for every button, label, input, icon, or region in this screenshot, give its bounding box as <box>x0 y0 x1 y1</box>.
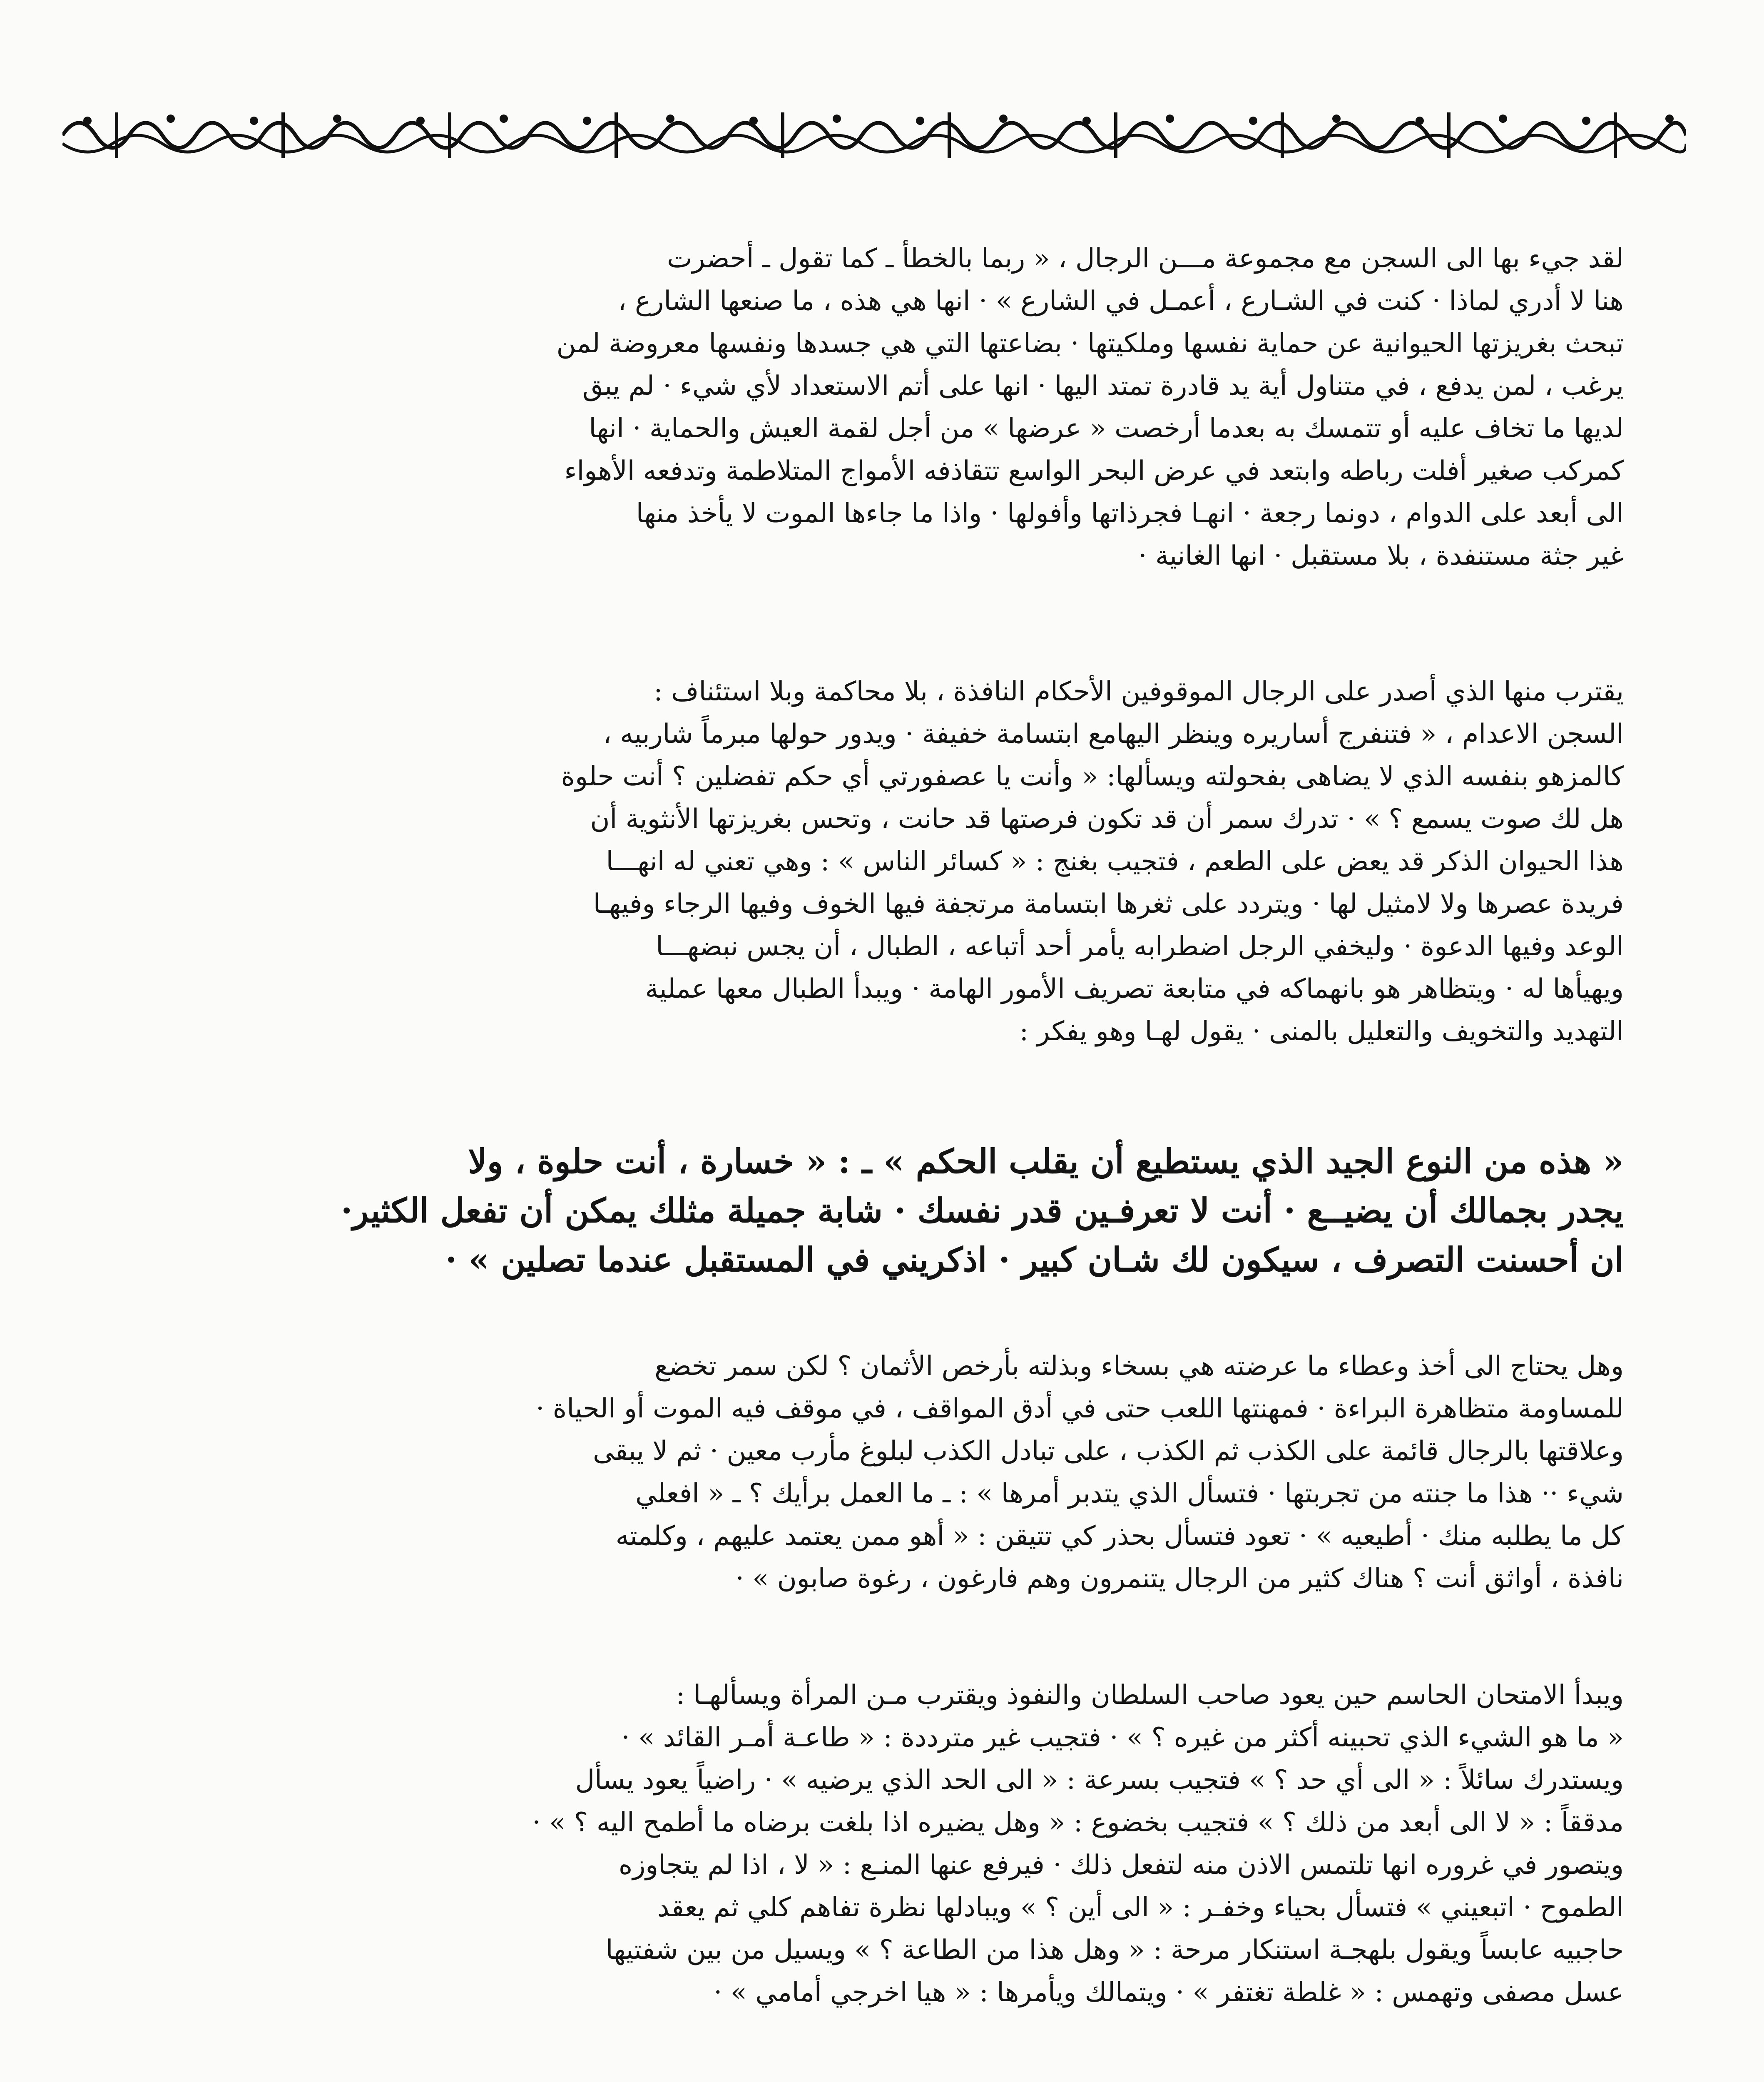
text-line: كالمزهو بنفسه الذي لا يضاهى بفحولته ويسألها: « وأنت يا عصفورتي أي حكم تفضلين ؟ أنت حلوة <box>561 761 1624 792</box>
text-line: هل لك صوت يسمع ؟ » · تدرك سمر أن قد تكون فرصتها قد حانت ، وتحس بغريزتها الأنثوية أن <box>590 804 1624 834</box>
text-line: السجن الاعدام ، « فتنفرج أساريره وينظر اليهامع ابتسامة خفيفة · ويدور حولها مبرماً شاربيه ، <box>603 719 1624 750</box>
text-line: مدققاً : « لا الى أبعد من ذلك ؟ » فتجيب بخضوع : « وهل يضيره اذا بلغت برضاه ما أطمح اليه ؟ » · <box>532 1807 1624 1838</box>
text-line: تبحث بغريزتها الحيوانية عن حماية نفسها وملكيتها · بضاعتها التي هي جسدها ونفسها معروضة لمن <box>556 328 1624 359</box>
text-line: لديها ما تخاف عليه أو تتمسك به بعدما أرخصت « عرضها » من أجل لقمة العيش والحماية · انها <box>589 413 1624 444</box>
text-line: غير جثة مستنفدة ، بلا مستقبل · انها الغانية · <box>1138 540 1624 571</box>
text-line: التهديد والتخويف والتعليل بالمنى · يقول لهـا وهو يفكر : <box>1019 1016 1624 1047</box>
text-line: عسل مصفى وتهمس : « غلطة تغتفر » · ويتمالك ويأمرها : « هيا اخرجي أمامي » · <box>714 1977 1624 2008</box>
text-line: ويتصور في غروره انها تلتمس الاذن منه لتفعل ذلك · فيرفع عنها المنـع : « لا ، اذا لم يتجاوزه <box>618 1850 1624 1880</box>
text-line: وهل يحتاج الى أخذ وعطاء ما عرضته هي بسخاء وبذلته بأرخص الأثمان ؟ لكن سمر تخضع <box>654 1351 1624 1382</box>
text-line: وعلاقتها بالرجال قائمة على الكذب ثم الكذب ، على تبادل الكذب لبلوغ مأرب معين · ثم لا يبقى <box>593 1436 1624 1467</box>
text-line: يجدر بجمالك أن يضيــع · أنت لا تعرفـين قدر نفسك · شابة جميلة مثلك يمكن أن تفعل الكثير· <box>341 1191 1624 1230</box>
text-line: « ما هو الشيء الذي تحبينه أكثر من غيره ؟ » · فتجيب غير مترددة : « طاعـة أمـر القائد » · <box>621 1722 1624 1753</box>
text-line: كمركب صغير أفلت رباطه وابتعد في عرض البحر الواسع تتقاذفه الأمواج المتلاطمة وتدفعه الأهواء <box>564 456 1624 486</box>
text-line: لقد جيء بها الى السجن مع مجموعة مـــن الرجال ، « ربما بالخطأ ـ كما تقول ـ أحضرت <box>667 243 1624 274</box>
paragraph-5 <box>71 1674 1624 2014</box>
text-line: يرغب ، لمن يدفع ، في متناول أية يد قادرة تمتد اليها · انها على أتم الاستعداد لأي شيء · لم يبق <box>582 371 1624 401</box>
header-ornament-border <box>62 104 1686 167</box>
text-line: حاجبيه عابساً ويقول بلهجـة استنكار مرحة : « وهل هذا من الطاعة ؟ » ويسيل من بين شفتيها <box>605 1935 1624 1965</box>
text-line: هنا لا أدري لماذا · كنت في الشـارع ، أعمـل في الشارع » · انها هي هذه ، ما صنعها الشارع ، <box>618 286 1624 316</box>
text-line: نافذة ، أواثق أنت ؟ هناك كثير من الرجال يتنمرون وهم فارغون ، رغوة صابون » · <box>735 1563 1624 1594</box>
text-line: فريدة عصرها ولا لامثيل لها · ويتردد على ثغرها ابتسامة مرتجفة فيها الخوف وفيها الرجاء وفيهـا <box>593 889 1624 919</box>
quote-paragraph <box>71 1137 1624 1284</box>
text-line: ويبدأ الامتحان الحاسم حين يعود صاحب السلطان والنفوذ ويقترب مـن المرأة ويسألهـا : <box>676 1680 1624 1711</box>
text-line: كل ما يطلبه منك · أطيعيه » · تعود فتسأل بحذر كي تتيقن : « أهو ممن يعتمد عليهم ، وكلمته <box>615 1521 1624 1552</box>
text-line: للمساومة متظاهرة البراءة · فمهنتها اللعب حتى في أدق المواقف ، في موقف فيه الموت أو الحياة · <box>536 1393 1624 1424</box>
text-line: هذا الحيوان الذكر قد يعض على الطعم ، فتجيب بغنج : « كسائر الناس » : وهي تعني له انهـــا <box>606 846 1624 877</box>
text-line: الوعد وفيها الدعوة · وليخفي الرجل اضطرابه يأمر أحد أتباعه ، الطبال ، أن يجس نبضهـــا <box>656 931 1624 962</box>
text-line: ويهيأها له · ويتظاهر هو بانهماكه في متابعة تصريف الأمور الهامة · ويبدأ الطبال معها عملية <box>645 974 1624 1004</box>
text-line: « هذه من النوع الجيد الذي يستطيع أن يقلب الحكم » ـ : « خسارة ، أنت حلوة ، ولا <box>468 1142 1624 1181</box>
text-line: يقترب منها الذي أصدر على الرجال الموقوفين الأحكام النافذة ، بلا محاكمة وبلا استئناف : <box>654 676 1624 707</box>
text-line: الطموح · اتبعيني » فتسأل بحياء وخفـر : « الى أين ؟ » ويبادلها نظرة تفاهم كلي ثم يعقد <box>657 1892 1624 1923</box>
paragraph-1 <box>71 237 1624 577</box>
paragraph-2 <box>71 670 1624 1053</box>
text-line: ان أحسنت التصرف ، سيكون لك شـان كبير · اذكريني في المستقبل عندما تصلين » · <box>445 1240 1624 1279</box>
text-line: شيء ·· هذا ما جنته من تجربتها · فتسأل الذي يتدبر أمرها » : ـ ما العمل برأيك ؟ ـ « افعلي <box>635 1478 1624 1509</box>
text-line: الى أبعد على الدوام ، دونما رجعة · انهـا فجرذاتها وأفولها · واذا ما جاءها الموت لا يأخذ منها <box>636 498 1624 529</box>
text-line: ويستدرك سائلاً : « الى أي حد ؟ » فتجيب بسرعة : « الى الحد الذي يرضيه » · راضياً يعود يسأل <box>575 1765 1624 1796</box>
paragraph-4 <box>71 1345 1624 1600</box>
